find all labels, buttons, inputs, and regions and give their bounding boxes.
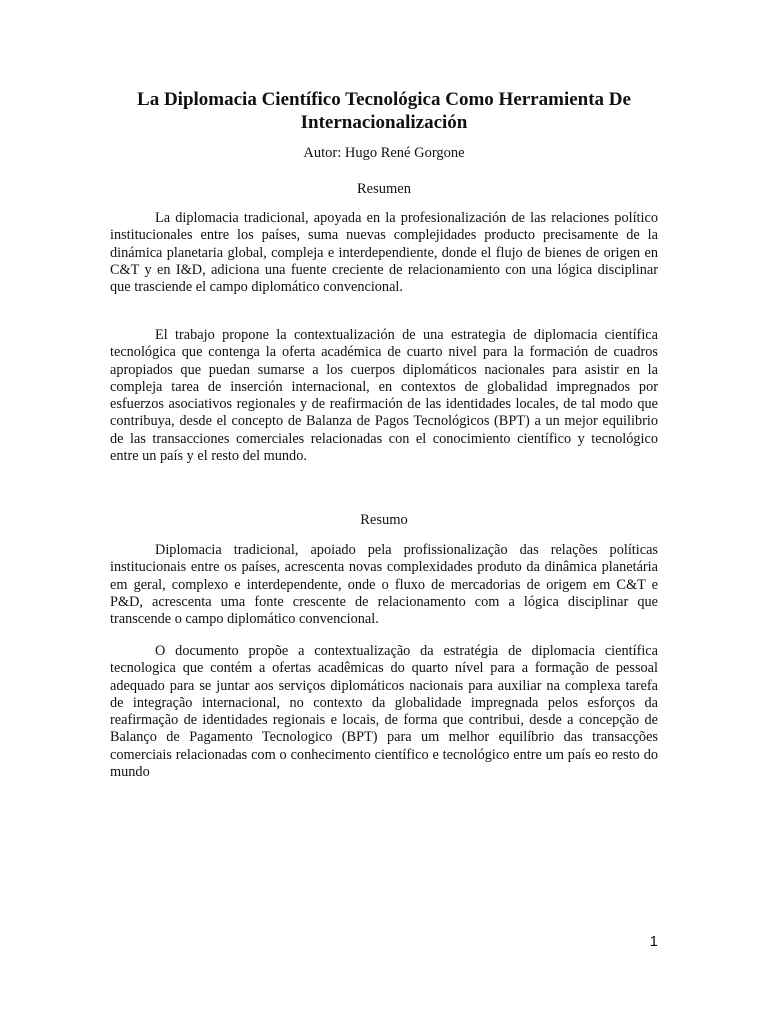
- resumo-paragraph-2: O documento propõe a contextualização da estratégia de diplomacia científica tecnologica que contém a ofertas acadêmicas do quarto nível para a formação de pessoal adequado para se juntar aos serviços diplomáticos nacionais para auxiliar na complexa tarefa de integração internacional, no contexto da globalidade impregnada pelos esforços da reafirmação de identidades regionais e locais, de forma que contribui, desde a concepção de Balanço de Pagamento Tecnologico (BPT) para um melhor equilíbrio das transacções comerciais relacionadas com o conhecimento científico e tecnológico entre um país eo resto do mundo: [110, 643, 658, 781]
- resumen-paragraph-2: El trabajo propone la contextualización de una estrategia de diplomacia científica tecnológica que contenga la oferta académica de cuarto nivel para la formación de cuadros apropiados que puedan sumarse a los cuerpos diplomáticos nacionales para asistir en la compleja tarea de inserción internacional, en contextos de globalidad impregnados por esfuerzos asociativos regionales y de reafirmación de las identidades locales, de tal modo que contribuya, desde el concepto de Balanza de Pagos Tecnológicos (BPT) a un mejor equilibrio de las transacciones comerciales relacionadas con el conocimiento científico y tecnológico entre un país y el resto del mundo.: [110, 327, 658, 465]
- resumo-heading: Resumo: [360, 512, 408, 528]
- resumo-paragraph-1: Diplomacia tradicional, apoiado pela profissionalização das relações políticas institucionais entre os países, acrescenta novas complexidades produto da dinâmica planetária em geral, complexo e interdependente, onde o fluxo de mercadorias de origem em C&T e P&D, acrescenta uma fonte crescente de relacionamento com a lógica disciplinar que transcende o campo diplomático convencional.: [110, 542, 658, 628]
- resumen-paragraph-1: La diplomacia tradicional, apoyada en la profesionalización de las relaciones político institucionales entre los países, suma nuevas complejidades producto precisamente de la dinámica planetaria global, compleja e interdependiente, donde el flujo de bienes de origen en C&T y en I&D, adiciona una fuente creciente de relacionamiento con una lógica disciplinar que trasciende el campo diplomático convencional.: [110, 210, 658, 296]
- resumen-heading: Resumen: [357, 181, 411, 197]
- document-title: La Diplomacia Científico Tecnológica Como Herramienta De Internacionalización: [137, 89, 631, 133]
- author-line: Autor: Hugo René Gorgone: [303, 145, 465, 161]
- page-number: 1: [649, 933, 658, 950]
